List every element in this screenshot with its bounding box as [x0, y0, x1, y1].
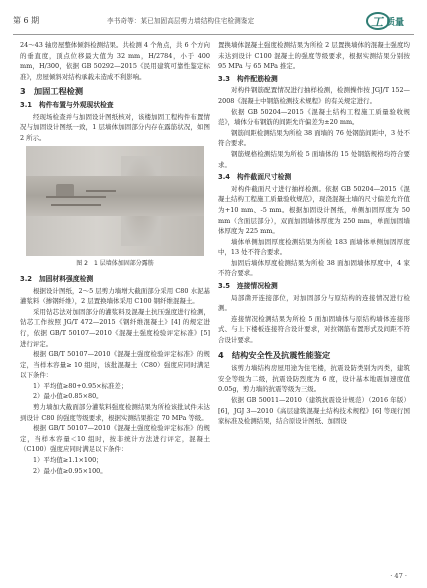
paragraph: 对构件钢筋配置情况进行抽样检测，检测操作按 JGJ/T 152—2008《混凝土中钢筋检测技术规程》的有关规定进行。	[218, 86, 410, 105]
left-column	[20, 40, 210, 476]
paragraph: 连接情况检测结果为所检 5 面加固墙体与原结构墙体连接形式、与上下楼板连接符合设计要求，对拉钢筋布置形式及间距不符合设计要求。	[218, 314, 410, 345]
formula-line: 1）平均值≥1.1×100；	[33, 456, 103, 465]
formula-line: 2）最小值≥0.95×100。	[33, 466, 107, 475]
formula-line: 2）最小值≥0.85×80。	[33, 392, 103, 401]
section-heading: 3 加固工程检测	[20, 86, 84, 97]
paragraph: 采用钻芯法对加固部分的灌浆料及混凝土抗压强度进行检测，钻芯工作按照 JG/T 472—2015《钢纤维混凝土》[4] 的规定进行，依据 GB/T 50107—2010《混凝土强度检验评定标准》[5] 进行评定。	[20, 307, 210, 348]
svg-text:工: 工	[371, 15, 384, 29]
paragraph: 墙体单侧加固厚度检测结果为所检 183 面墙体单侧加固厚度中，13 处不符合要求。	[218, 237, 410, 257]
subsection-heading: 3.3 构件配筋检测	[218, 74, 278, 83]
issue-number: 第 6 期	[13, 16, 40, 25]
paragraph: 经现场检查并与加固设计图纸核对，该楼加固工程构件布置情况与加固设计图纸一致，1 层墙体加固部分内存在露筋状况，如图 2 所示。	[20, 112, 210, 142]
paragraph: 根据 GB/T 50107—2010《混凝土强度检验评定标准》的规定，当样本容量≥ 10 组时，该批混凝土（C80）强度应同时满足以下条件：	[20, 350, 210, 380]
paragraph: 剪力墙加大截面部分灌浆料强度检测结果为所检该批试件未达到设计 C80 的强度等级要求，根据实测结果推定 70 MPa 等级。	[20, 403, 210, 422]
subsection-heading: 3.4 构件截面尺寸检测	[218, 173, 292, 182]
paragraph: 钢筋间距检测结果为所检 38 面墙的 76 处钢筋间距中，3 处不符合要求。	[218, 128, 410, 148]
journal-logo	[366, 10, 414, 32]
subsection-heading: 3.2 加固材料强度检测	[20, 274, 94, 283]
paragraph: 对构件截面尺寸进行抽样检测。依据 GB 50204—2015《混凝土结构工程施工质量验收规范》，现浇混凝土墙的尺寸偏差允许值为+10 mm、-5 mm。根据加固设计图纸，单侧加固厚度为 50 mm（含面层部分），双面加固墙体厚度为 250 mm，单面加固墙体厚度为 225 mm。	[218, 184, 410, 236]
paragraph: 局部凿开连接部位，对加固部分与原结构的连接情况进行检测。	[218, 293, 410, 313]
right-column	[218, 40, 410, 427]
paragraph: 根据 GB/T 50107—2010《混凝土强度检验评定标准》的规定，当样本容量＜10 组时，按非统计方法进行评定，混凝土（C100）强度应同时满足以下条件：	[20, 424, 210, 454]
running-title: 李书奇等：某已加固高层剪力墙结构住宅检测鉴定	[107, 17, 255, 25]
paragraph: 依据 GB 50011—2010（建筑抗震设计规范）（2016 年版）[6]，JGJ 3—2010《高层建筑混凝土结构技术规程》[6] 等现行国家标准及检测结果，结合原设计图纸、加固设	[218, 396, 410, 426]
paragraph: 钢筋规格检测结果为所检 5 面墙体的 15 处钢筋规格均符合要求。	[218, 149, 410, 169]
paragraph: 置换墙体混凝土强度检测结果为所检 2 层置换墙体的混凝土强度均未达到设计 C100 混凝土的强度等级要求，根据实测结果分别按 95 MPa 与 65 MPa 推定。	[218, 41, 410, 71]
section-heading: 4 结构安全性及抗震性能鉴定	[218, 349, 331, 360]
running-header	[13, 12, 414, 35]
formula-line: 1）平均值≥80+0.95×标准差；	[33, 381, 128, 390]
page-number: · 47 ·	[390, 572, 407, 580]
paragraph: 加固后墙体厚度检测结果为所检 38 面加固墙体厚度中，4 家不符合要求。	[218, 258, 410, 278]
paragraph: 根据设计图纸，2～5 层剪力墙增大截面部分采用 C80 水泥基灌浆料（掺钢纤维），2 层置换墙体采用 C100 钢纤维混凝土。	[20, 286, 210, 306]
paragraph: 24～43 轴房屋整体倾斜检测结果。共检测 4 个角点，共 6 个方向的垂直度，顶点位移最大值为 32 mm，H/2784，小于 400 mm，H/300，依据 GB 50292—2015《民用建筑可靠性鉴定标准》，房屋倾斜对结构承载未造成不利影响。	[20, 41, 210, 81]
figure-caption: 图 2 1 层墙体加固部分露筋	[76, 260, 154, 268]
paragraph: 该剪力墙结构房屋用途为住宅楼，抗震设防类别为丙类，建筑安全等级为二级，抗震设防烈度为 6 度，设计基本地震加速度值 0.05g，剪力墙的抗震等级为三级。	[218, 364, 410, 394]
subsection-heading: 3.1 构件布置与外观现状检查	[20, 100, 114, 109]
figure-photo	[26, 146, 204, 256]
svg-text:质量: 质量	[386, 18, 405, 28]
subsection-heading: 3.5 连接情况检测	[218, 282, 278, 291]
paragraph: 依据 GB 50204—2015《混凝土结构工程施工质量验收规范》，墙体分布钢筋的间距允许偏差为±20 mm。	[218, 107, 410, 127]
